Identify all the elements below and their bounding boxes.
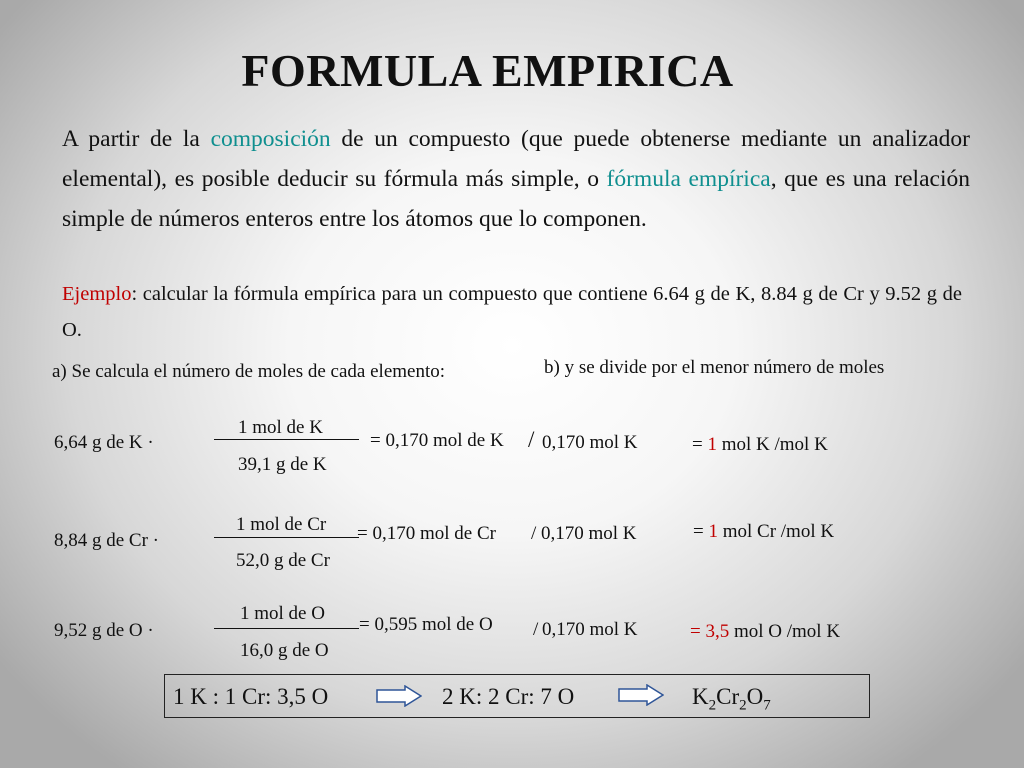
ratio-eq-k: = xyxy=(692,434,708,455)
divide-slash-cr: / xyxy=(531,523,537,544)
moles-k: = 0,170 mol de K xyxy=(370,430,504,451)
formula-o: O xyxy=(746,684,764,709)
intro-text-1: A partir de la xyxy=(62,126,211,152)
ratio-unit-o: mol O /mol K xyxy=(729,621,841,642)
numerator-o: 1 mol de O xyxy=(240,603,325,624)
ratio-value-o: 3,5 xyxy=(705,621,730,642)
step-a: a) Se calcula el número de moles de cada elemento: xyxy=(52,361,446,382)
term-composicion: composición xyxy=(210,126,331,152)
ratio-cr xyxy=(693,521,834,543)
fraction-line-k xyxy=(214,439,359,440)
ratio-eq-o: = xyxy=(690,621,706,642)
page-title: FORMULA EMPIRICA xyxy=(241,45,734,96)
ratio-value-cr: 1 xyxy=(708,521,718,542)
example-paragraph xyxy=(62,276,962,348)
formula-k: K xyxy=(692,684,709,709)
fraction-line-cr xyxy=(214,537,359,538)
intro-paragraph xyxy=(62,119,970,239)
divide-slash-o: / xyxy=(533,619,539,640)
ratio-k xyxy=(692,434,828,456)
divide-slash-k: / xyxy=(528,427,535,452)
formula-k-subscript: 2 xyxy=(708,697,717,714)
formula-o-subscript: 7 xyxy=(763,697,771,714)
denominator-o: 16,0 g de O xyxy=(240,640,329,661)
mass-cr: 8,84 g de Cr · xyxy=(54,530,160,551)
denominator-cr: 52,0 g de Cr xyxy=(236,550,330,571)
divisor-k: 0,170 mol K xyxy=(542,432,638,453)
ratio-unit-k: mol K /mol K xyxy=(716,434,828,455)
ratio-eq-cr: = xyxy=(693,521,709,542)
mass-k: 6,64 g de K · xyxy=(54,432,154,453)
ratio-unit-cr: mol Cr /mol K xyxy=(717,521,835,542)
empirical-formula xyxy=(692,684,771,715)
right-block-arrow-icon xyxy=(376,685,422,707)
moles-o: = 0,595 mol de O xyxy=(359,614,493,635)
step-b: b) y se divide por el menor número de moles xyxy=(544,357,885,378)
example-text: : calcular la fórmula empírica para un compuesto que contiene 6.64 g de K, 8.84 g de Cr y 9.52 g de O. xyxy=(62,283,962,341)
ratio-value-k: 1 xyxy=(707,434,717,455)
divisor-o: 0,170 mol K xyxy=(542,619,638,640)
numerator-k: 1 mol de K xyxy=(238,417,323,438)
example-label: Ejemplo xyxy=(62,283,132,305)
divisor-cr: 0,170 mol K xyxy=(541,523,637,544)
right-block-arrow-icon xyxy=(618,684,664,706)
formula-cr-subscript: 2 xyxy=(739,697,747,714)
intro-text-2: de un compuesto (que puede obtenerse mediante un analizador elemental), es posible deducir su fórmula más simple, o xyxy=(62,126,970,192)
ratio-o xyxy=(690,621,840,643)
result-ratio-1: 1 K : 1 Cr: 3,5 O xyxy=(173,684,329,709)
denominator-k: 39,1 g de K xyxy=(238,454,327,475)
term-formula-empirica: fórmula empírica xyxy=(606,166,771,192)
result-ratio-2: 2 K: 2 Cr: 7 O xyxy=(442,684,575,709)
mass-o: 9,52 g de O · xyxy=(54,620,154,641)
formula-cr: Cr xyxy=(716,684,740,709)
numerator-cr: 1 mol de Cr xyxy=(236,514,327,535)
fraction-line-o xyxy=(214,628,359,629)
intro-text-3: , que es una relación simple de números enteros entre los átomos que lo componen. xyxy=(62,166,970,232)
moles-cr: = 0,170 mol de Cr xyxy=(357,523,496,544)
